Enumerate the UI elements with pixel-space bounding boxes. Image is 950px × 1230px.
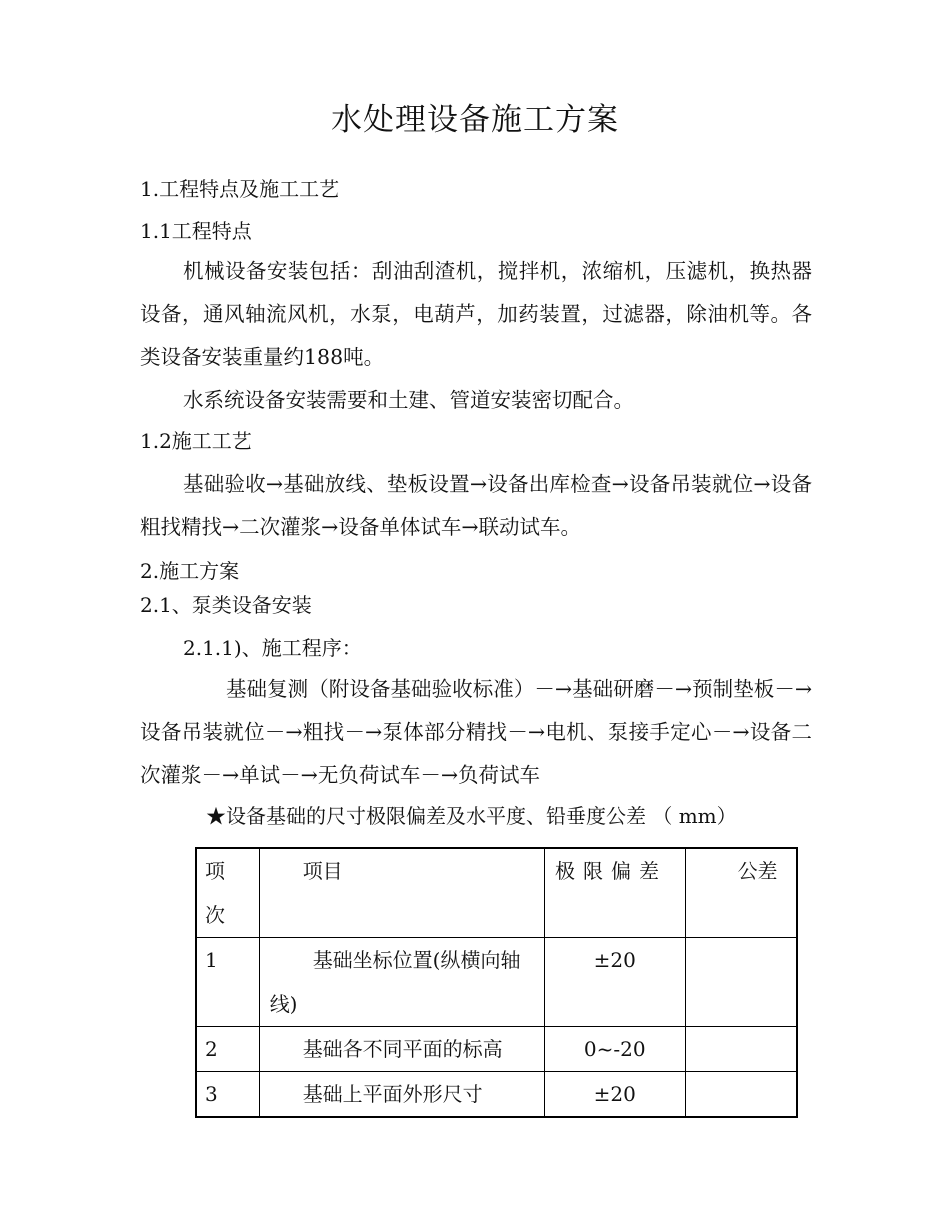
cell-item bbox=[259, 938, 544, 1027]
paragraph-pump-procedure: 基础复测（附设备基础验收标准）－→基础研磨－→预制垫板－→设备吊装就位－→粗找－→泵体部分精找－→电机、泵接手定心－→设备二次灌浆－→单试－→无负荷试车－→负荷试车 bbox=[140, 677, 812, 787]
cell-tolerance bbox=[685, 1027, 797, 1072]
heading-2-1-1: 2.1.1)、施工程序： bbox=[183, 636, 362, 660]
cell-no: 3 bbox=[196, 1072, 259, 1118]
cell-no: 2 bbox=[196, 1027, 259, 1072]
table-row bbox=[196, 1027, 797, 1072]
cell-deviation: ±20 bbox=[544, 1072, 685, 1118]
cell-tolerance bbox=[685, 938, 797, 1027]
table-row bbox=[196, 938, 797, 1027]
paragraph-coordination: 水系统设备安装需要和土建、管道安装密切配合。 bbox=[183, 388, 634, 412]
heading-1-2: 1.2施工工艺 bbox=[140, 429, 252, 453]
cell-item: 基础上平面外形尺寸 bbox=[259, 1072, 544, 1118]
cell-tolerance bbox=[685, 1072, 797, 1118]
foundation-tolerance-table bbox=[195, 847, 798, 1118]
cell-deviation: 0~-20 bbox=[544, 1027, 685, 1072]
heading-2-1: 2.1、泵类设备安装 bbox=[140, 593, 312, 617]
paragraph-equipment-list: 机械设备安装包括：刮油刮渣机，搅拌机，浓缩机，压滤机，换热器设备，通风轴流风机，水泵，电葫芦，加药装置，过滤器，除油机等。各类设备安装重量约188吨。 bbox=[140, 259, 812, 369]
document-title: 水处理设备施工方案 bbox=[331, 102, 619, 138]
header-cell-tolerance bbox=[685, 848, 797, 938]
table-header-row bbox=[196, 848, 797, 938]
heading-1-1: 1.1工程特点 bbox=[140, 219, 252, 243]
paragraph-process-flow: 基础验收→基础放线、垫板设置→设备出库检查→设备吊装就位→设备粗找精找→二次灌浆→设备单体试车→联动试车。 bbox=[140, 472, 812, 539]
header-no-text: 项次 bbox=[205, 859, 225, 927]
header-cell-deviation bbox=[544, 848, 685, 938]
cell-item-text: 基础坐标位置(纵横向轴线) bbox=[269, 948, 521, 1016]
table-caption: ★设备基础的尺寸极限偏差及水平度、铅垂度公差 （ mm） bbox=[206, 804, 737, 828]
header-tolerance-text: 公差 bbox=[737, 859, 778, 883]
table-row bbox=[196, 1072, 797, 1118]
header-cell-no bbox=[196, 848, 259, 938]
header-deviation-text: 极限偏差 bbox=[554, 859, 667, 883]
cell-no: 1 bbox=[196, 938, 259, 1027]
header-cell-item: 项目 bbox=[259, 848, 544, 938]
cell-item: 基础各不同平面的标高 bbox=[259, 1027, 544, 1072]
heading-2: 2.施工方案 bbox=[140, 559, 240, 583]
cell-deviation: ±20 bbox=[544, 938, 685, 1027]
heading-1: 1.工程特点及施工工艺 bbox=[140, 177, 340, 201]
